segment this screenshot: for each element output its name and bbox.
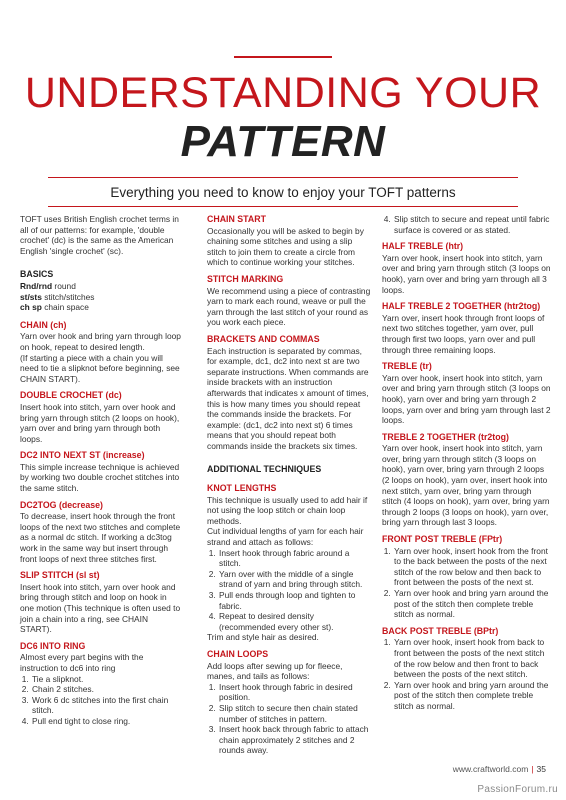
list-item: 3. Work 6 dc stitches into the first chain stitch. (31, 695, 182, 716)
dc2-into-next-text: This simple increase technique is achieved by working two double crochet stitches into the same stitch. (20, 461, 180, 494)
column-1 (20, 214, 182, 733)
fptr-heading: FRONT POST TREBLE (FPtr) (382, 534, 503, 545)
slip-stitch-heading: SLIP STITCH (sl st) (20, 570, 100, 581)
chain-loops-text: Add loops after sewing up for fleece, manes, and tails as follows: (207, 660, 343, 682)
chain-heading: CHAIN (ch) (20, 319, 67, 330)
double-crochet-text: Insert hook into stitch, yarn over hook and bring yarn through stitch (2 loops on hook), yarn over and bring yarn through both loops. (20, 401, 180, 444)
subtitle-rule-top (48, 177, 518, 178)
chain-loops-steps-continued (382, 214, 552, 235)
watermark: PassionForum.ru (477, 784, 558, 795)
dc6-ring-text: Almost every part begins with the instruction to dc6 into ring (20, 652, 144, 673)
basics-item: Rnd/rnd round (20, 280, 76, 291)
chain-text: Yarn over hook and bring yarn through loop on hook, repeat to desired length. (20, 331, 181, 352)
page-footer (453, 764, 546, 774)
list-item: 1. Yarn over hook, insert hook from back to front between the posts of the next stitch of the row below and then front to back between the posts of the next stitch. (393, 637, 552, 679)
knot-lengths-text2: Cut individual lengths of yarn for each hair strand and attach as follows: (207, 526, 364, 548)
list-item: 1. Insert hook through fabric around a stitch. (218, 548, 372, 569)
bptr-heading: BACK POST TREBLE (BPtr) (382, 625, 499, 636)
chain-start-heading: CHAIN START (207, 214, 266, 224)
htr2tog-heading: HALF TREBLE 2 TOGETHER (htr2tog) (382, 301, 541, 312)
treble-text: Yarn over hook, insert hook into stitch, yarn over and bring yarn through stitch (3 loops on hook), yarn over and bring yarn through 2 loops, yarn over and bring yarn through last 2 loops. (382, 372, 551, 426)
basics-item: st/sts stitch/stitches (20, 291, 95, 302)
stitch-marking-text: We recommend using a piece of contrasting yarn to mark each round, weave or pull the yarn through the last stitch of your round as you work each piece. (207, 285, 371, 328)
page-title-line1: UNDERSTANDING YOUR (24, 69, 542, 117)
chain-note: (If starting a piece with a chain you will need to tie a slipknot before beginning, see CHAIN START). (20, 352, 180, 384)
list-item: 2. Chain 2 stitches. (31, 684, 182, 695)
half-treble-heading: HALF TREBLE (htr) (382, 241, 464, 252)
page-title-line2: PATTERN (180, 117, 386, 166)
double-crochet-heading: DOUBLE CROCHET (dc) (20, 390, 122, 401)
htr2tog-text: Yarn over, insert hook through front loops of next two stitches together, yarn over, pull through first two loops, yarn over and pull through three remaining loops. (382, 312, 545, 355)
additional-techniques-heading: ADDITIONAL TECHNIQUES (207, 464, 322, 475)
half-treble-text: Yarn over hook, insert hook into stitch, yarn over and bring yarn through stitch (3 loops on hook), yarn over and bring yarn through all 3 loops. (382, 252, 551, 295)
chain-loops-heading: CHAIN LOOPS (207, 648, 269, 659)
basics-item: ch sp chain space (20, 302, 89, 313)
page-subtitle: Everything you need to know to enjoy your TOFT patterns (110, 185, 456, 200)
slip-stitch-text: Insert hook into stitch, yarn over hook and bring through stitch and loop on hook in one motion (This technique is often used to join a chain into a ring, see CHAIN START). (20, 581, 181, 635)
brackets-text: Each instruction is separated by commas, for example, dc1, dc2 into next st are two separate instructions. When commands are inside brackets with an instruction afterwards that indicates x amount of times, this is how many times you should repeat the commands inside the brackets. For example: (dc1, dc2 into next st) 6 times means that you should repeat both commands inside the brackets six times. (207, 345, 369, 451)
brackets-heading: BRACKETS AND COMMAS (207, 333, 320, 344)
knot-lengths-heading: KNOT LENGTHS (207, 483, 277, 494)
stitch-marking-heading: STITCH MARKING (207, 273, 284, 284)
list-item: 2. Slip stitch to secure then chain stated number of stitches in pattern. (218, 703, 372, 724)
list-item: 3. Pull ends through loop and tighten to fabric. (218, 590, 372, 611)
list-item: 1. Insert hook through fabric in desired position. (218, 682, 372, 703)
list-item: 2. Yarn over hook and bring yarn around the post of the stitch then complete treble stitch as normal. (393, 588, 552, 620)
basics-heading: BASICS (20, 269, 54, 280)
subtitle-rule-bottom (48, 206, 518, 207)
list-item: 2. Yarn over hook and bring yarn around the post of the stitch then complete treble stitch as normal. (393, 680, 552, 712)
list-item: 4. Slip stitch to secure and repeat until fabric surface is covered or as stated. (393, 214, 552, 235)
top-accent-rule (234, 56, 332, 58)
knot-lengths-text3: Trim and style hair as desired. (207, 632, 319, 643)
chain-loops-steps (207, 682, 372, 756)
column-2 (207, 214, 372, 762)
footer-site: www.craftworld.com (452, 764, 529, 774)
footer-separator: | (531, 764, 534, 774)
tr2tog-heading: TREBLE 2 TOGETHER (tr2tog) (382, 431, 509, 442)
bptr-steps (382, 637, 552, 711)
list-item: 1. Yarn over hook, insert hook from the front to the back between the posts of the next stitch of the row below and then back to front between the posts of the next st. (393, 546, 552, 588)
dc6-ring-steps (20, 674, 182, 727)
knot-lengths-text: This technique is usually used to add hair if not using the loop stitch or chain loop methods. (207, 494, 368, 526)
dc2tog-heading: DC2TOG (decrease) (20, 499, 103, 510)
list-item: 2. Yarn over with the middle of a single strand of yarn and bring through stitch. (218, 569, 372, 590)
knot-lengths-steps (207, 548, 372, 633)
dc6-ring-heading: DC6 INTO RING (20, 640, 86, 651)
list-item: 3. Insert hook back through fabric to attach chain approximately 2 stitches and 2 rounds away. (218, 724, 372, 756)
treble-heading: TREBLE (tr) (382, 361, 432, 372)
dc2tog-text: To decrease, insert hook through the front loops of the next two stitches and complete as a normal dc stitch. If working a dc3tog work in the same way but insert through front loops of next three stitches first. (20, 511, 181, 564)
tr2tog-text: Yarn over hook, insert hook into stitch, yarn over, bring yarn through stitch (3 loops on hook), yarn over, bring yarn through 2 loops (2 loops on hook), yarn over, insert hook into next stitch, yarn over, bring yarn through stitch (4 loops on hook), yarn over, bring yarn through 2 loops (3 loops on hook), yarn over, bring yarn through last 3 loops. (382, 443, 550, 528)
list-item: 4. Repeat to desired density (recommended every other st). (218, 611, 372, 632)
column-3 (382, 214, 552, 718)
list-item: 4. Pull end tight to close ring. (31, 716, 182, 727)
dc2-into-next-heading: DC2 INTO NEXT ST (increase) (20, 450, 145, 461)
intro-text: TOFT uses British English crochet terms in all of our patterns: for example, 'double crochet' (dc) is the same as the American English 'single crochet' (sc). (20, 214, 179, 256)
page-number: 35 (536, 764, 546, 774)
chain-start-text: Occasionally you will be asked to begin by chaining some stitches and using a slip stitch to join them to create a circle from which to continue working your stitches. (207, 225, 364, 268)
list-item: 1. Tie a slipknot. (31, 674, 182, 685)
fptr-steps (382, 546, 552, 620)
